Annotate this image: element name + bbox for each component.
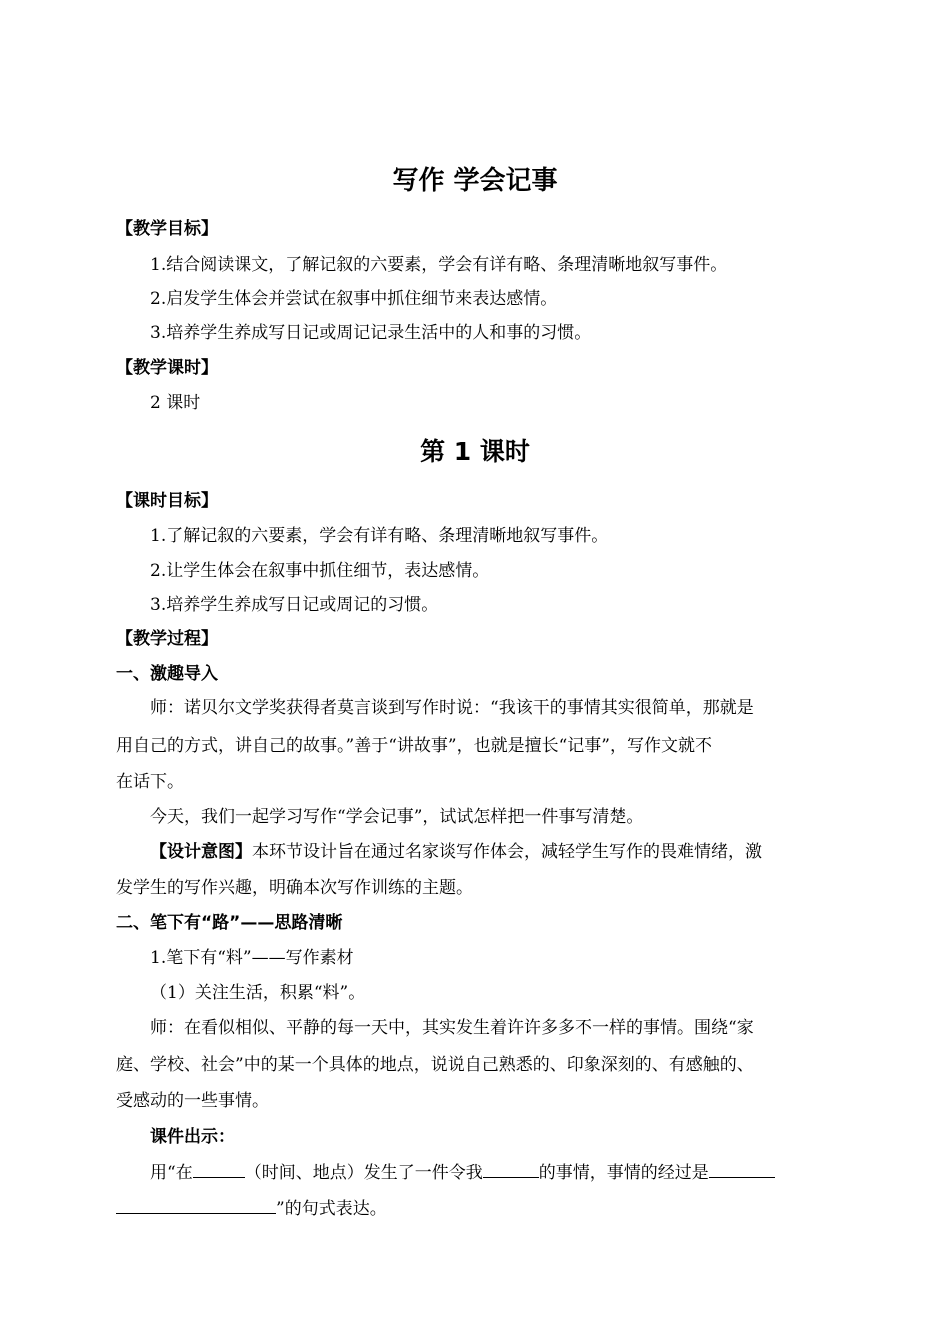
sentence-template-cont <box>116 1196 387 1221</box>
design-intent-text: 本环节设计旨在通过名家谈写作体会，减轻学生写作的畏难情绪，激 <box>252 842 762 862</box>
hours-value: 2 课时 <box>150 393 201 413</box>
process-heading: 【教学过程】 <box>116 629 218 649</box>
lesson-goal-item: 2.让学生体会在叙事中抓住细节，表达感情。 <box>150 561 490 581</box>
paragraph-line: 在话下。 <box>116 772 184 792</box>
goal-item: 1.结合阅读课文，了解记叙的六要素，学会有详有略、条理清晰地叙写事件。 <box>150 255 728 275</box>
template-part: 的事情，事情的经过是 <box>538 1163 709 1183</box>
paragraph-line: 师：诺贝尔文学奖获得者莫言谈到写作时说：“我该干的事情其实很简单，那就是 <box>150 698 754 718</box>
design-intent-line <box>150 840 762 864</box>
subheading: （1）关注生活，积累“料”。 <box>150 983 366 1003</box>
paragraph-line: 师：在看似相似、平静的每一天中，其实发生着许许多多不一样的事情。围绕“家 <box>150 1018 754 1038</box>
courseware-label: 课件出示： <box>150 1127 235 1147</box>
fill-blank <box>116 1196 276 1214</box>
section1-heading: 一、激趣导入 <box>116 664 218 684</box>
fill-blank <box>709 1160 775 1178</box>
section2-heading: 二、笔下有“路”——思路清晰 <box>116 913 343 933</box>
paragraph-line: 用自己的方式，讲自己的故事。”善于“讲故事”，也就是擅长“记事”，写作文就不 <box>116 736 712 756</box>
lesson-goal-item: 1.了解记叙的六要素，学会有详有略、条理清晰地叙写事件。 <box>150 526 609 546</box>
fill-blank <box>193 1160 245 1178</box>
template-part: 用“在 <box>150 1163 193 1183</box>
sentence-template <box>150 1160 775 1185</box>
hours-heading: 【教学课时】 <box>116 358 218 378</box>
lesson-title: 第 1 课时 <box>420 437 530 466</box>
template-part: （时间、地点）发生了一件令我 <box>244 1163 483 1183</box>
goal-item: 2.启发学生体会并尝试在叙事中抓住细节来表达感情。 <box>150 289 558 309</box>
template-part: ”的句式表达。 <box>276 1199 387 1219</box>
lesson-goal-item: 3.培养学生养成写日记或周记的习惯。 <box>150 595 439 615</box>
paragraph-line: 今天，我们一起学习写作“学会记事”，试试怎样把一件事写清楚。 <box>150 807 644 827</box>
fill-blank <box>483 1160 539 1178</box>
lesson-goals-heading: 【课时目标】 <box>116 491 218 511</box>
paragraph-line: 庭、学校、社会”中的某一个具体的地点，说说自己熟悉的、印象深刻的、有感触的、 <box>116 1055 754 1075</box>
goals-heading: 【教学目标】 <box>116 219 218 239</box>
paragraph-line: 发学生的写作兴趣，明确本次写作训练的主题。 <box>116 878 473 898</box>
document-title: 写作 学会记事 <box>392 166 558 196</box>
subheading: 1.笔下有“料”——写作素材 <box>150 948 354 968</box>
paragraph-line: 受感动的一些事情。 <box>116 1091 269 1111</box>
design-intent-label: 【设计意图】 <box>150 842 252 862</box>
goal-item: 3.培养学生养成写日记或周记记录生活中的人和事的习惯。 <box>150 323 592 343</box>
